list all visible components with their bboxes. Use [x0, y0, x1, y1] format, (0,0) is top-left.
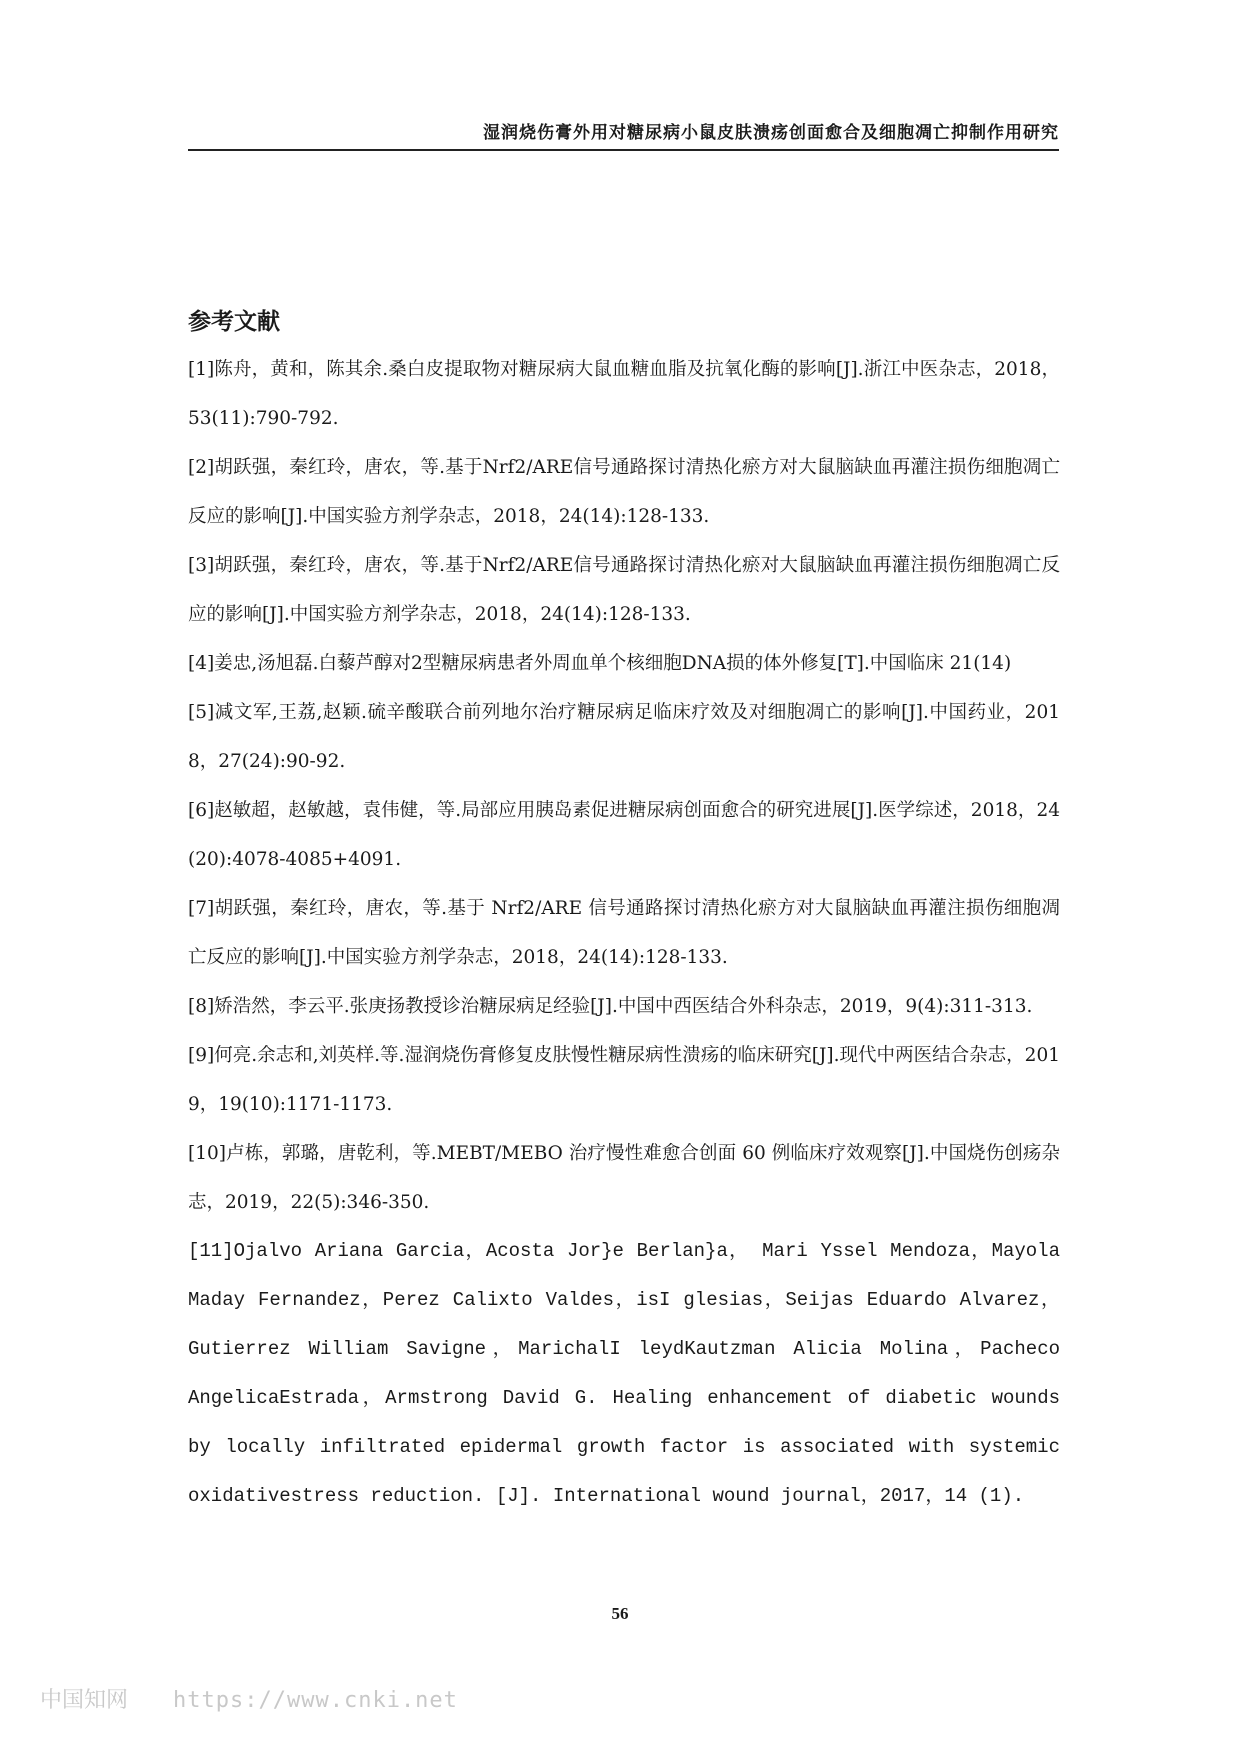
- section-title: 参考文献: [188, 309, 280, 335]
- reference-item-6: [6]赵敏超，赵敏越，袁伟健，等.局部应用胰岛素促进糖尿病创面愈合的研究进展[J].医学综述，2018，24(20):4078-4085+4091.: [188, 800, 1060, 870]
- reference-item-4: [4]姜忠,汤旭磊.白藜芦醇对2型糖尿病患者外周血单个核细胞DNA损的体外修复[T].中国临床 21(14): [188, 653, 1012, 674]
- reference-item-3: [3]胡跃强，秦红玲，唐农，等.基于Nrf2/ARE信号通路探讨清热化瘀对大鼠脑缺血再灌注损伤细胞凋亡反应的影响[J].中国实验方剂学杂志，2018，24(14):128-133.: [188, 555, 1060, 625]
- reference-item-2: [2]胡跃强，秦红玲，唐农，等.基于Nrf2/ARE信号通路探讨清热化瘀方对大鼠脑缺血再灌注损伤细胞凋亡反应的影响[J].中国实验方剂学杂志，2018，24(14):128-133.: [188, 457, 1060, 527]
- reference-item-8: [8]矫浩然，李云平.张庚扬教授诊治糖尿病足经验[J].中国中西医结合外科杂志，2019，9(4):311-313.: [188, 996, 1033, 1017]
- reference-item-11: [11]Ojalvo Ariana Garcia，Acosta Jor}e Berlan}a， Mari Yssel Mendoza，Mayola Maday Fernandez，Perez Calixto Valdes，isI glesias，Seijas Eduardo Alvarez，Gutierrez William Savigne，MarichalI leydKautzman Alicia Molina，Pacheco AngelicaEstrada，Armstrong David G. Healing enhancement of diabetic wounds by locally infiltrated epidermal growth factor is associated with systemic oxidativestress reduction. [J]. International wound journal，2017，14 (1).: [188, 1240, 1060, 1507]
- page-number: 56: [611, 1604, 629, 1623]
- reference-item-9: [9]何亮.余志和,刘英样.等.湿润烧伤膏修复皮肤慢性糖尿病性溃疡的临床研究[J].现代中两医结合杂志，2019，19(10):1171-1173.: [188, 1045, 1060, 1115]
- reference-item-5: [5]减文军,王荔,赵颖.硫辛酸联合前列地尔治疗糖尿病足临床疗效及对细胞凋亡的影响[J].中国药业，2018，27(24):90-92.: [188, 702, 1060, 772]
- watermark-url: https://www.cnki.net: [173, 1688, 458, 1713]
- watermark-name: 中国知网: [40, 1688, 129, 1713]
- watermark: [40, 1683, 458, 1714]
- reference-item-1: [1]陈舟，黄和，陈其余.桑白皮提取物对糖尿病大鼠血糖血脂及抗氧化酶的影响[J].浙江中医杂志，2018，53(11):790-792.: [188, 359, 1060, 429]
- reference-item-10: [10]卢栋，郭璐，唐乾利，等.MEBT/MEBO 治疗慢性难愈合创面 60 例临床疗效观察[J].中国烧伤创疡杂志，2019，22(5):346-350.: [188, 1143, 1060, 1213]
- header-rule: [188, 149, 1059, 151]
- reference-item-7: [7]胡跃强，秦红玲，唐农，等.基于 Nrf2/ARE 信号通路探讨清热化瘀方对大鼠脑缺血再灌注损伤细胞凋亡反应的影响[J].中国实验方剂学杂志，2018，24(14):128-133.: [188, 898, 1060, 968]
- running-header: 湿润烧伤膏外用对糖尿病小鼠皮肤溃疡创面愈合及细胞凋亡抑制作用研究: [483, 123, 1059, 143]
- reference-list: [188, 345, 1060, 1521]
